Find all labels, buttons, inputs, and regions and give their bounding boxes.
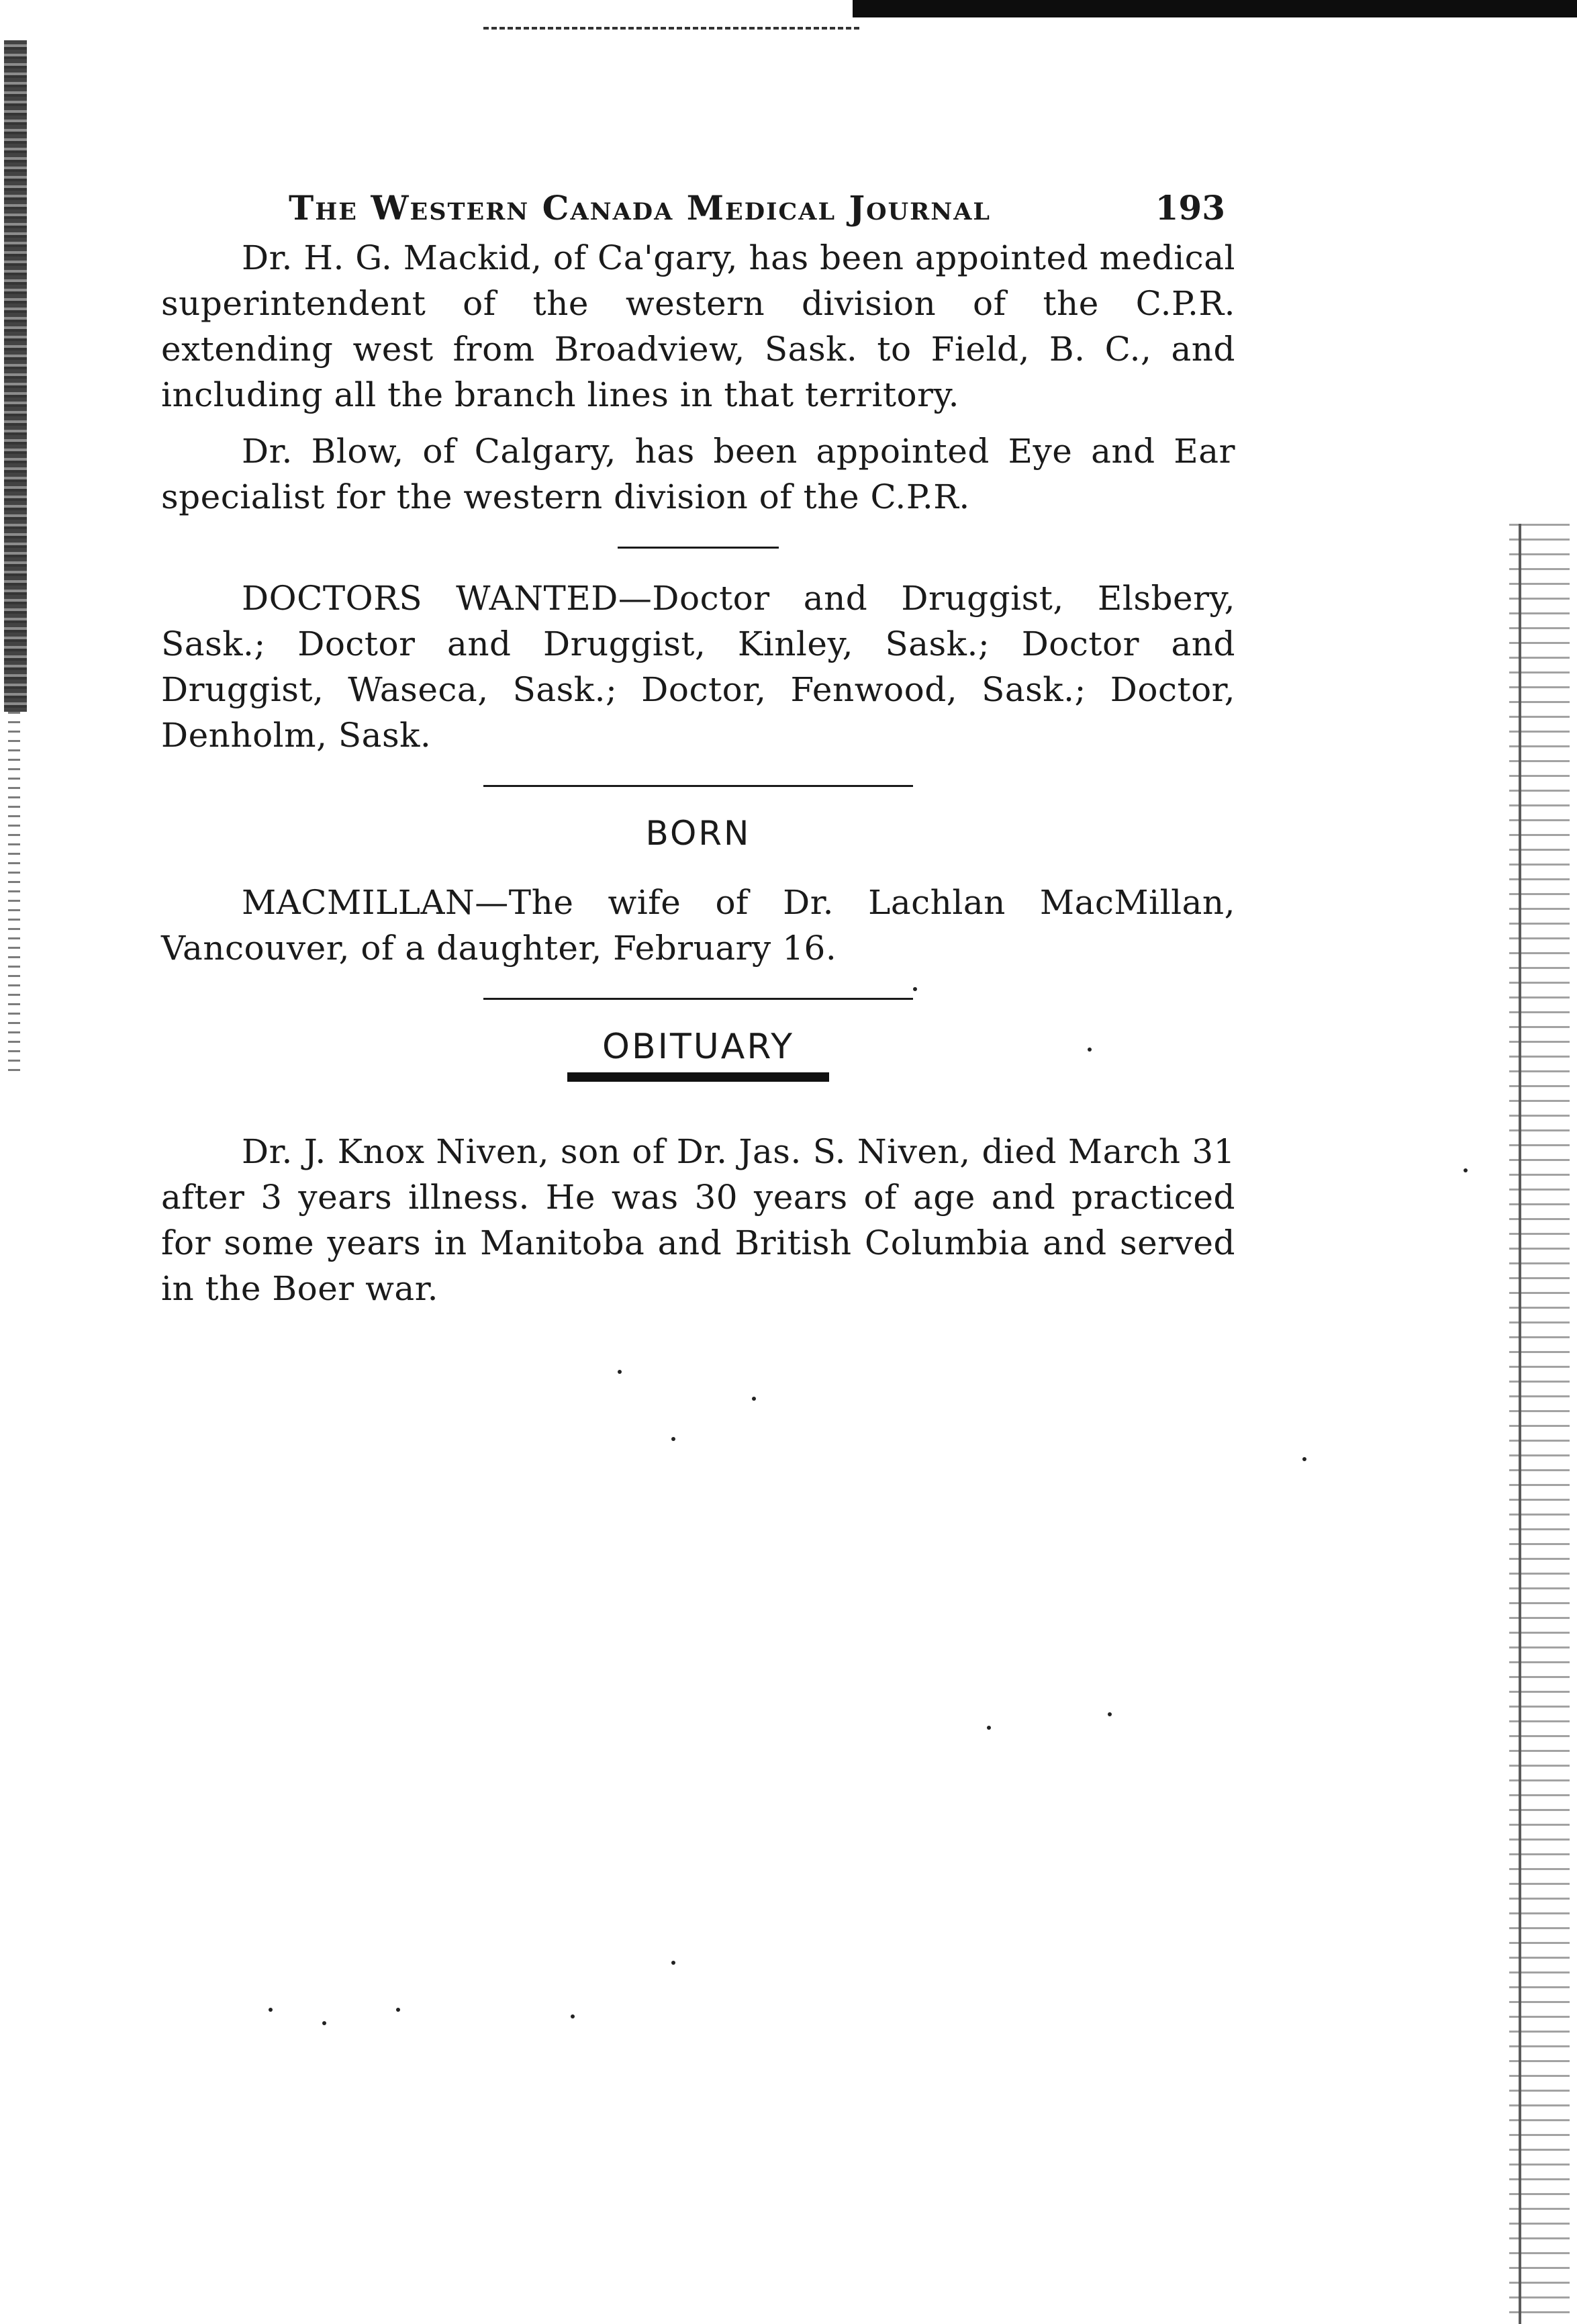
paragraph-born: MACMILLAN—The wife of Dr. Lachlan MacMillan, Vancouver, of a daughter, February 16. (161, 883, 1235, 968)
scan-edge-top (853, 0, 1577, 17)
born-heading: BORN (645, 814, 751, 853)
paragraph-doctors-wanted: DOCTORS WANTED—Doctor and Druggist, Elsbery, Sask.; Doctor and Druggist, Kinley, Sask.; Doctor and Druggist, Waseca, Sask.; Doctor, Fenwood, Sask.; Doctor, Denholm, Sask. (161, 579, 1235, 755)
divider-rule (483, 785, 913, 787)
scan-edge-dash (483, 27, 859, 32)
obituary-heading-underline (567, 1072, 829, 1082)
paragraph-obituary: Dr. J. Knox Niven, son of Dr. Jas. S. Niven, died March 31 after 3 years illness. He was 30 years of age and practiced for some years in Manitoba and British Columbia and served in the Boer war. (161, 1132, 1235, 1308)
journal-title: The Western Canada Medical Journal (289, 188, 991, 228)
scan-edge-left-lower (8, 712, 20, 1074)
divider-rule (483, 998, 913, 1000)
divider-rule (618, 547, 779, 549)
obituary-heading: OBITUARY (602, 1027, 794, 1067)
paragraph-blow: Dr. Blow, of Calgary, has been appointed Eye and Ear specialist for the western division of the C.P.R. (161, 432, 1235, 516)
scan-edge-left (4, 40, 27, 712)
page-number: 193 (1155, 188, 1225, 228)
running-header (161, 181, 1235, 235)
paragraph-mackid: Dr. H. G. Mackid, of Ca'gary, has been appointed medical superintendent of the western division of the C.P.R. extending west from Broadview, Sask. to Field, B. C., and including all the branch lines in that territory. (161, 238, 1235, 414)
page-content (161, 181, 1235, 1322)
scan-edge-right (1509, 524, 1570, 2324)
